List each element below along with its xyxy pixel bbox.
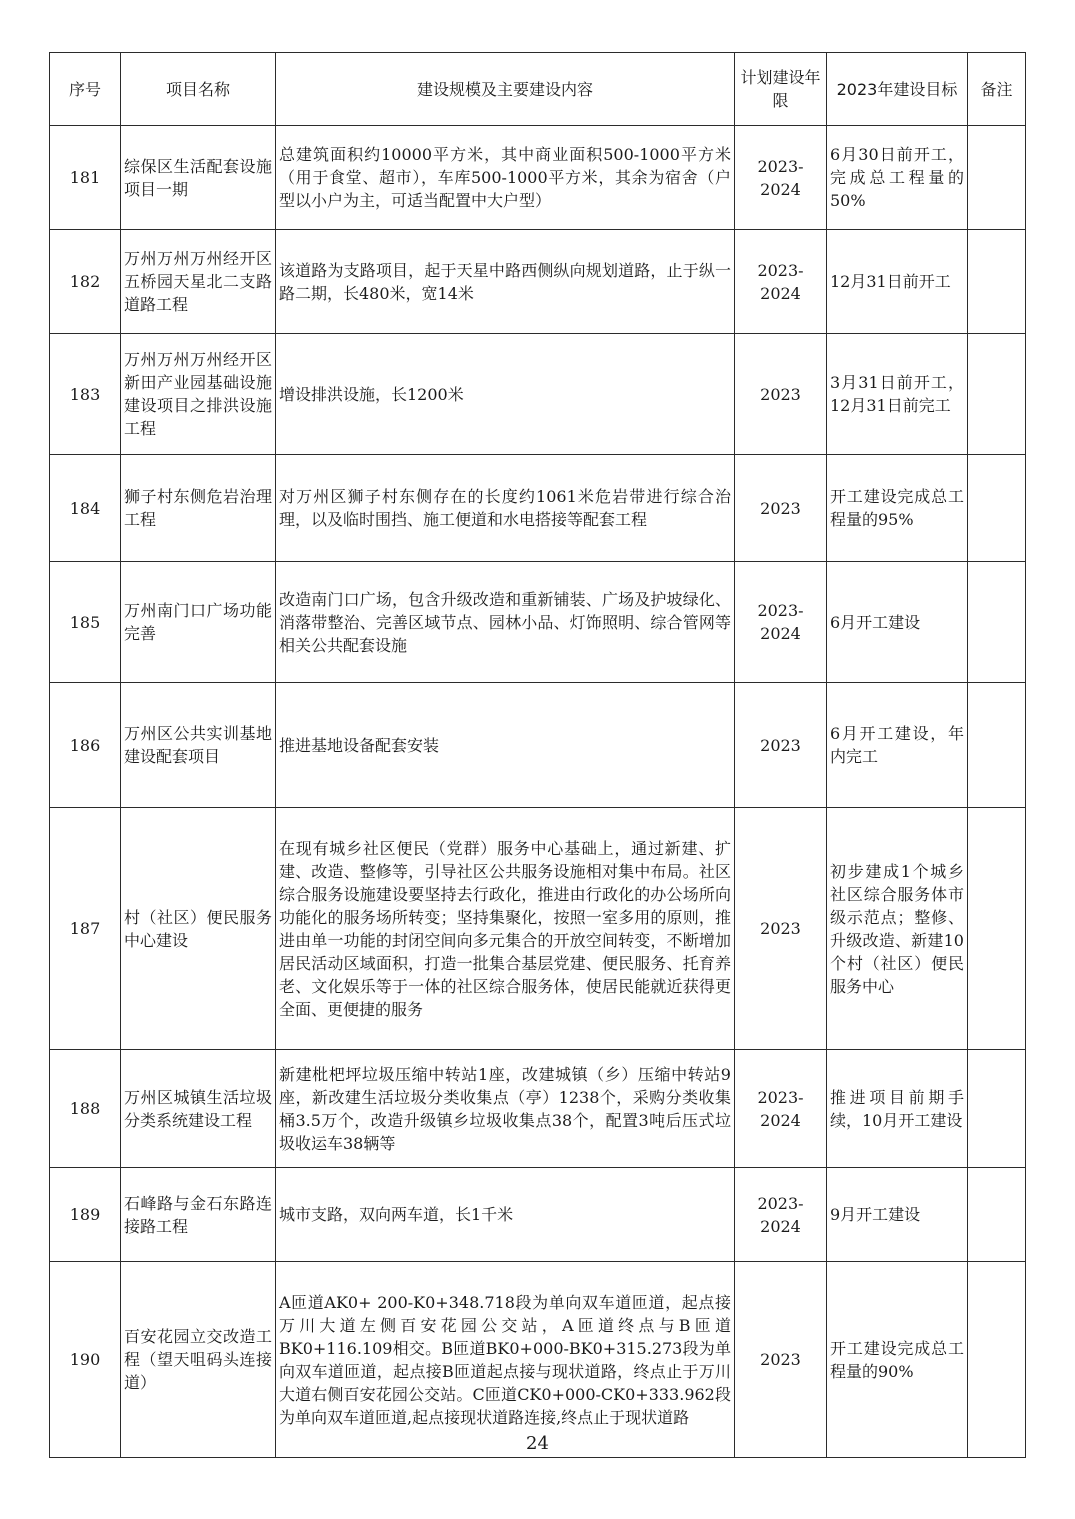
cell-note <box>968 683 1026 808</box>
table-row <box>50 230 1026 334</box>
cell-name: 万州南门口广场功能完善 <box>121 562 276 683</box>
cell-period: 2023 <box>735 808 827 1050</box>
table-header-row <box>50 53 1026 126</box>
cell-goal: 初步建成1个城乡社区综合服务体市级示范点；整修、升级改造、新建10个村（社区）便民服务中心 <box>827 808 968 1050</box>
cell-period: 2023-2024 <box>735 1050 827 1168</box>
cell-goal: 3月31日前开工，12月31日前完工 <box>827 334 968 455</box>
cell-content: 新建枇杷坪垃圾压缩中转站1座，改建城镇（乡）压缩中转站9座，新改建生活垃圾分类收集点（亭）1238个，采购分类收集桶3.5万个，改造升级镇乡垃圾收集点38个，配置3吨后压式垃圾收运车38辆等 <box>276 1050 735 1168</box>
header-note: 备注 <box>968 53 1026 126</box>
cell-content: 总建筑面积约10000平方米，其中商业面积500-1000平方米（用于食堂、超市），车库500-1000平方米，其余为宿舍（户型以小户为主，可适当配置中大户型） <box>276 126 735 230</box>
cell-name: 万州万州万州经开区五桥园天星北二支路道路工程 <box>121 230 276 334</box>
cell-content: 对万州区狮子村东侧存在的长度约1061米危岩带进行综合治理，以及临时围挡、施工便道和水电搭接等配套工程 <box>276 455 735 562</box>
table-row <box>50 126 1026 230</box>
cell-name: 百安花园立交改造工程（望天咀码头连接道） <box>121 1262 276 1458</box>
table-row <box>50 334 1026 455</box>
cell-note <box>968 562 1026 683</box>
cell-content: 城市支路，双向两车道，长1千米 <box>276 1168 735 1262</box>
cell-period: 2023 <box>735 1262 827 1458</box>
table-row <box>50 455 1026 562</box>
cell-content: 增设排洪设施，长1200米 <box>276 334 735 455</box>
cell-period: 2023 <box>735 683 827 808</box>
cell-seq: 190 <box>50 1262 121 1458</box>
table-row <box>50 1262 1026 1458</box>
page-number: 24 <box>526 1433 549 1454</box>
project-table-sheet <box>49 52 1025 1458</box>
cell-content: 推进基地设备配套安装 <box>276 683 735 808</box>
cell-goal: 开工建设完成总工程量的90% <box>827 1262 968 1458</box>
cell-seq: 184 <box>50 455 121 562</box>
cell-seq: 186 <box>50 683 121 808</box>
header-period: 计划建设年限 <box>735 53 827 126</box>
header-seq: 序号 <box>50 53 121 126</box>
cell-name: 综保区生活配套设施项目一期 <box>121 126 276 230</box>
cell-seq: 183 <box>50 334 121 455</box>
table-row <box>50 683 1026 808</box>
header-name: 项目名称 <box>121 53 276 126</box>
cell-period: 2023 <box>735 334 827 455</box>
table-row <box>50 1168 1026 1262</box>
cell-note <box>968 334 1026 455</box>
cell-note <box>968 1050 1026 1168</box>
cell-note <box>968 126 1026 230</box>
cell-period: 2023 <box>735 455 827 562</box>
cell-seq: 181 <box>50 126 121 230</box>
header-goal: 2023年建设目标 <box>827 53 968 126</box>
cell-name: 狮子村东侧危岩治理工程 <box>121 455 276 562</box>
cell-goal: 6月开工建设 <box>827 562 968 683</box>
cell-goal: 6月30日前开工，完成总工程量的50% <box>827 126 968 230</box>
cell-period: 2023-2024 <box>735 126 827 230</box>
table-row <box>50 562 1026 683</box>
cell-name: 村（社区）便民服务中心建设 <box>121 808 276 1050</box>
cell-seq: 187 <box>50 808 121 1050</box>
cell-note <box>968 808 1026 1050</box>
cell-goal: 推进项目前期手续，10月开工建设 <box>827 1050 968 1168</box>
cell-content: 该道路为支路项目，起于天星中路西侧纵向规划道路，止于纵一路二期，长480米，宽14米 <box>276 230 735 334</box>
cell-goal: 9月开工建设 <box>827 1168 968 1262</box>
cell-goal: 6月开工建设，年内完工 <box>827 683 968 808</box>
table-row <box>50 1050 1026 1168</box>
cell-name: 万州区公共实训基地建设配套项目 <box>121 683 276 808</box>
cell-note <box>968 455 1026 562</box>
cell-period: 2023-2024 <box>735 1168 827 1262</box>
cell-goal: 开工建设完成总工程量的95% <box>827 455 968 562</box>
cell-content: 在现有城乡社区便民（党群）服务中心基础上，通过新建、扩建、改造、整修等，引导社区公共服务设施相对集中布局。社区综合服务设施建设要坚持去行政化，推进由行政化的办公场所向功能化的服务场所转变；坚持集聚化，按照一室多用的原则，推进由单一功能的封闭空间向多元集合的开放空间转变，不断增加居民活动区域面积，打造一批集合基层党建、便民服务、托育养老、文化娱乐等于一体的社区综合服务体，使居民能就近获得更全面、更便捷的服务 <box>276 808 735 1050</box>
cell-content: A匝道AK0+ 200-K0+348.718段为单向双车道匝道，起点接万川大道左侧百安花园公交站，A匝道终点与B匝道BK0+116.109相交。B匝道BK0+000-BK0+315.273段为单向双车道匝道，起点接B匝道起点接与现状道路，终点止于万川大道右侧百安花园公交站。C匝道CK0+000-CK0+333.962段为单向双车道匝道,起点接现状道路连接,终点止于现状道路 <box>276 1262 735 1458</box>
cell-seq: 188 <box>50 1050 121 1168</box>
cell-seq: 189 <box>50 1168 121 1262</box>
cell-name: 石峰路与金石东路连接路工程 <box>121 1168 276 1262</box>
cell-note <box>968 1262 1026 1458</box>
header-content: 建设规模及主要建设内容 <box>276 53 735 126</box>
cell-name: 万州区城镇生活垃圾分类系统建设工程 <box>121 1050 276 1168</box>
cell-period: 2023-2024 <box>735 230 827 334</box>
cell-note <box>968 230 1026 334</box>
cell-period: 2023-2024 <box>735 562 827 683</box>
cell-seq: 182 <box>50 230 121 334</box>
cell-name: 万州万州万州经开区新田产业园基础设施建设项目之排洪设施工程 <box>121 334 276 455</box>
cell-seq: 185 <box>50 562 121 683</box>
table-row <box>50 808 1026 1050</box>
project-table <box>49 52 1026 1458</box>
cell-note <box>968 1168 1026 1262</box>
cell-goal: 12月31日前开工 <box>827 230 968 334</box>
cell-content: 改造南门口广场，包含升级改造和重新铺装、广场及护坡绿化、消落带整治、完善区域节点、园林小品、灯饰照明、综合管网等相关公共配套设施 <box>276 562 735 683</box>
